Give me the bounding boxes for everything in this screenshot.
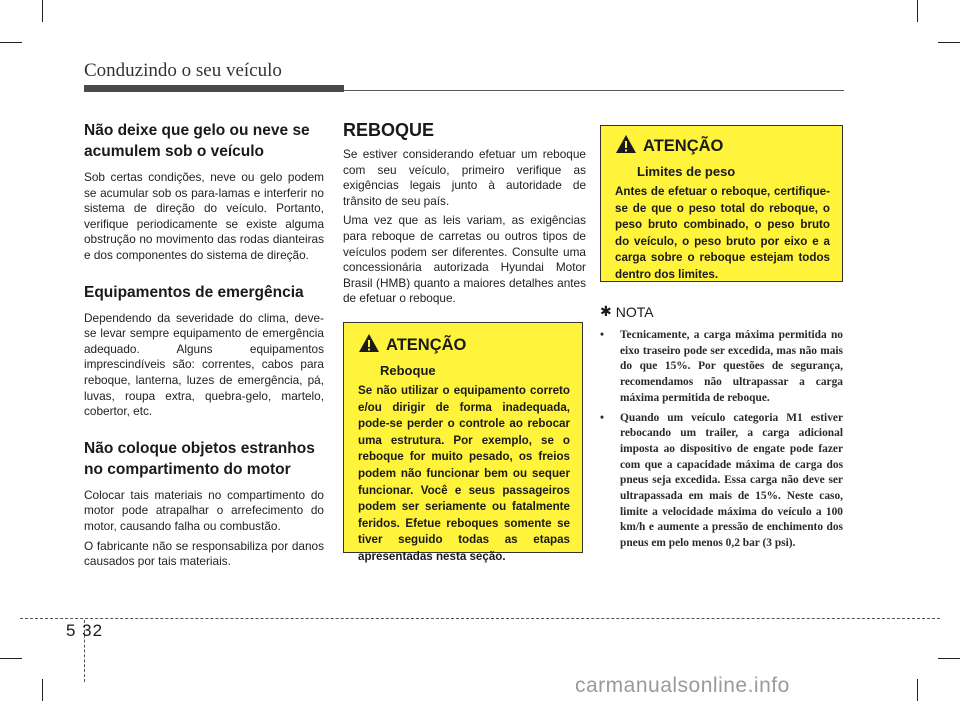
bullet-icon: • — [600, 411, 604, 424]
section-paragraph: O fabricante não se responsabiliza por danos causados por tais materiais. — [84, 538, 324, 569]
note-header — [600, 303, 843, 320]
warning-title: ATENÇÃO — [643, 136, 724, 155]
bullet-icon: • — [600, 329, 604, 341]
warning-subtitle: Limites de peso — [637, 164, 736, 179]
asterisk-icon: ✱ — [600, 303, 612, 319]
note-item: • Quando um veículo categoria M1 estiver rebocando um trailer, a carga adicional imposta ao dispositivo de engate pode fazer com que a capacidade máxima de carga dos pneus seja excedida. Essa carga não deve ser ultrapassada em mais de 15%. Neste caso, limite a velocidade máxima do veículo a 100 km/h e aumente a pressão de enchimento dos pneus em pelo menos 0,2 bar (3 psi). — [600, 411, 843, 550]
section-paragraph: Uma vez que as leis variam, as exigências para reboque de carretas ou outros tipos de veículos podem ser diferentes. Consulte uma concessionária autorizada Hyundai Motor Brasil (HMB) quanto a maiores detalhes antes de efetuar o reboque. — [343, 213, 586, 306]
crop-mark — [0, 658, 22, 659]
warning-subtitle: Reboque — [380, 363, 436, 378]
page-header-title: Conduzindo o seu veículo — [84, 60, 282, 81]
crop-mark — [0, 42, 22, 43]
header-bar — [84, 85, 344, 92]
warning-text: Antes de efetuar o reboque, certifique-se de que o peso total do reboque, o peso bruto combinado, o peso bruto do veículo, o peso bruto por eixo e a carga sobre o reboque estejam todos dentro dos limites. — [615, 185, 830, 281]
warning-header — [615, 134, 830, 158]
header-rule — [344, 90, 844, 91]
warning-title: ATENÇÃO — [386, 335, 467, 354]
crop-mark — [917, 0, 918, 22]
footer-rule — [20, 618, 940, 619]
crop-mark — [938, 42, 960, 43]
warning-box-weight-limits — [600, 125, 843, 282]
warning-triangle-icon — [615, 134, 637, 159]
section-heading-emergency-equipment: Equipamentos de emergência — [84, 283, 304, 301]
crop-mark — [42, 679, 43, 701]
crop-mark — [917, 679, 918, 701]
section-heading-foreign-objects: Não coloque objetos estranhos no compartimento do motor — [84, 439, 315, 478]
section-heading-ice-snow: Não deixe que gelo ou neve se acumulem sob o veículo — [84, 122, 310, 160]
crop-mark — [42, 0, 43, 22]
note-title: NOTA — [615, 303, 654, 320]
warning-triangle-icon — [358, 333, 380, 358]
section-paragraph: Dependendo da severidade do clima, deve-se levar sempre equipamento de emergência adequado. Alguns equipamentos imprescindíveis são: correntes, cabos para reboque, lanterna, luzes de emergência, pá, luvas, roupa extra, quebra-gelo, martelo, cobertor, etc. — [84, 310, 324, 419]
section-paragraph: Sob certas condições, neve ou gelo podem se acumular sob os para-lamas e interferir no sistema de direção do veículo. Portanto, verifique periodicamente se existe alguma obstrução no movimento das rodas dianteiras e dos componentes do sistema de direção. — [84, 170, 324, 262]
watermark: carmanualsonline.info — [575, 674, 790, 697]
note-list — [600, 328, 843, 552]
warning-box-towing — [343, 322, 583, 563]
crop-mark — [938, 658, 960, 659]
middle-column — [343, 120, 586, 311]
section-paragraph: Se estiver considerando efetuar um reboque com seu veículo, primeiro verifique as exigências legais junto à autoridade de trânsito de seu país. — [343, 147, 586, 208]
left-column — [84, 120, 324, 574]
warning-header — [358, 333, 570, 357]
note-item: • Tecnicamente, a carga máxima permitida no eixo traseiro pode ser excedida, mas não mais do que 15%. Por questões de segurança, recomendamos não ultrapassar a carga máxima permitida de reboque. — [600, 329, 843, 404]
warning-text: Se não utilizar o equipamento correto e/ou dirigir de forma inadequada, pode-se perder o controle ao rebocar uma estrutura. Por exemplo, se o reboque for muito pesado, os freios podem não funcionar bem ou sequer funcionar. Você e seus passageiros podem ser seriamente ou fatalmente feridos. Efetue reboques somente se tiver seguido todas as etapas apresentadas nesta seção. — [358, 384, 570, 563]
page-number: 5 32 — [66, 621, 104, 640]
note-section — [600, 303, 843, 556]
section-heading-towing: REBOQUE — [343, 120, 435, 140]
section-paragraph: Colocar tais materiais no compartimento do motor pode atrapalhar o arrefecimento do motor, causando falha ou combustão. — [84, 487, 324, 533]
